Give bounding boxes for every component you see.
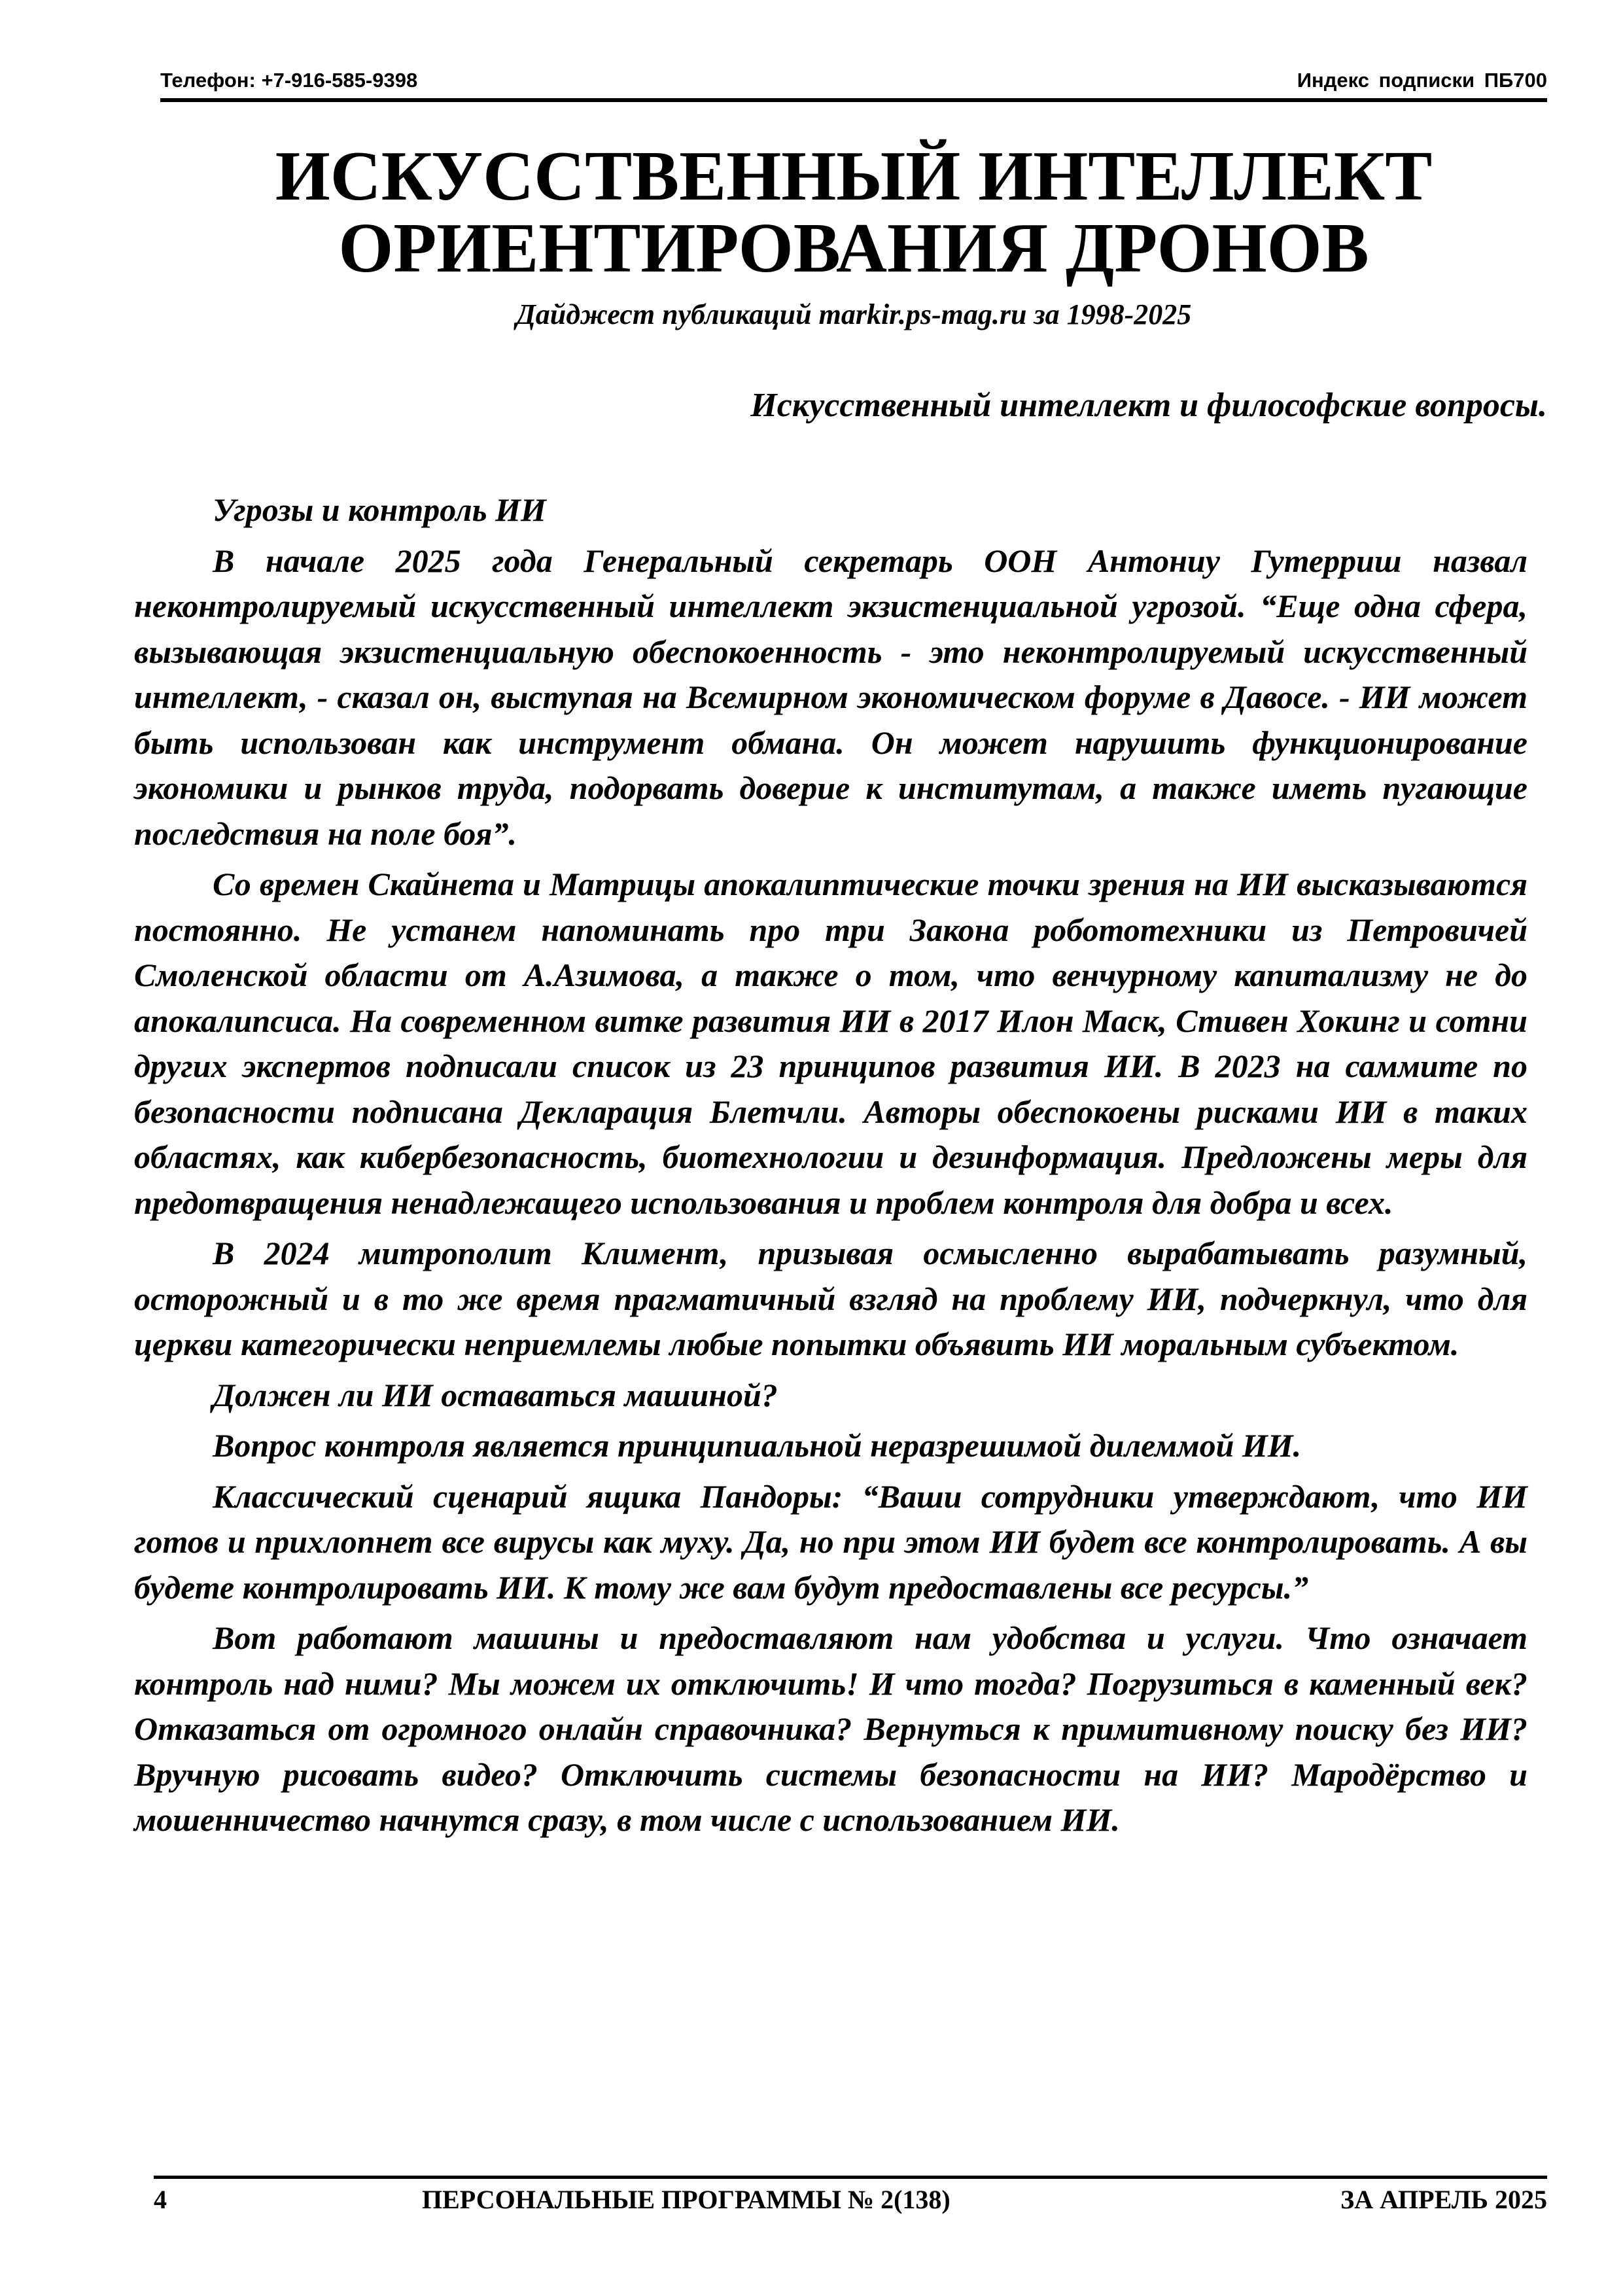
article-body	[134, 487, 1527, 1848]
paragraph: Со времен Скайнета и Матрицы апокалиптические точки зрения на ИИ высказываются постоянно. Не устанем напоминать про три Закона робототехники из Петровичей Смоленской области от А.Азимова, а также о том, что венчурному капитализму не до апокалипсиса. На современном витке развития ИИ в 2017 Илон Маск, Стивен Хокинг и сотни других экспертов подписали список из 23 принципов развития ИИ. В 2023 на саммите по безопасности подписана Декларация Блетчли. Авторы обеспокоены рисками ИИ в таких областях, как кибербезопасность, биотехнологии и дезинформация. Предложены меры для предотвращения ненадлежащего использования и проблем контроля для добра и всех.	[134, 866, 1527, 1221]
paragraph: Вот работают машины и предоставляют нам удобства и услуги. Что означает контроль над ними? Мы можем их отключить! И что тогда? Погрузиться в каменный век? Отказаться от огромного онлайн справочника? Вернуться к примитивному поиску без ИИ? Вручную рисовать видео? Отключить системы безопасности на ИИ? Мародёрство и мошенничество начнутся сразу, в том числе с использованием ИИ.	[134, 1619, 1527, 1838]
page-subtitle: Дайджест публикаций markir.ps-mag.ru за 1998-2025	[515, 298, 1192, 330]
subheading: Угрозы и контроль ИИ	[213, 491, 546, 528]
page-title	[160, 137, 1547, 287]
subheading: Должен ли ИИ оставаться машиной?	[213, 1376, 778, 1413]
page-footer	[154, 2184, 1547, 2223]
issue-date: ЗА АПРЕЛЬ 2025	[1340, 2185, 1547, 2214]
footer-divider	[154, 2176, 1547, 2179]
header-phone: Телефон: +7-916-585-9398	[160, 69, 418, 92]
paragraph: Классический сценарий ящика Пандоры: “Ваши сотрудники утверждают, что ИИ готов и прихлопнет все вирусы как муху. Да, но при этом ИИ будет все контролировать. А вы будете контролировать ИИ. К тому же вам будут предоставлены все ресурсы.”	[134, 1477, 1527, 1606]
title-line-2: ОРИЕНТИРОВАНИЯ ДРОНОВ	[338, 209, 1369, 287]
paragraph: Вопрос контроля является принципиальной неразрешимой дилеммой ИИ.	[213, 1427, 1302, 1464]
publication-name: ПЕРСОНАЛЬНЫЕ ПРОГРАММЫ № 2(138)	[422, 2185, 951, 2214]
header-subscription-index: Индекс подписки ПБ700	[1297, 69, 1547, 92]
paragraph: В начале 2025 года Генеральный секретарь ООН Антониу Гутерриш назвал неконтролируемый искусственный интеллект экзистенциальной угрозой. “Еще одна сфера, вызывающая экзистенциальную обеспокоенность - это неконтролируемый искусственный интеллект, - сказал он, выступая на Всемирном экономическом форуме в Давосе. - ИИ может быть использован как инструмент обмана. Он может нарушить функционирование экономики и рынков труда, подорвать доверие к институтам, а также иметь пугающие последствия на поле боя”.	[134, 542, 1527, 852]
title-line-1: ИСКУССТВЕННЫЙ ИНТЕЛЛЕКТ	[275, 137, 1433, 215]
page-number: 4	[154, 2185, 167, 2214]
page-header	[160, 62, 1547, 101]
header-divider	[160, 98, 1547, 102]
paragraph: В 2024 митрополит Климент, призывая осмысленно вырабатывать разумный, осторожный и в то же время прагматичный взгляд на проблему ИИ, подчеркнул, что для церкви категорически неприемлемы любые попытки объявить ИИ моральным субъектом.	[134, 1235, 1527, 1362]
section-title: Искусственный интеллект и философские вопросы.	[750, 387, 1547, 424]
